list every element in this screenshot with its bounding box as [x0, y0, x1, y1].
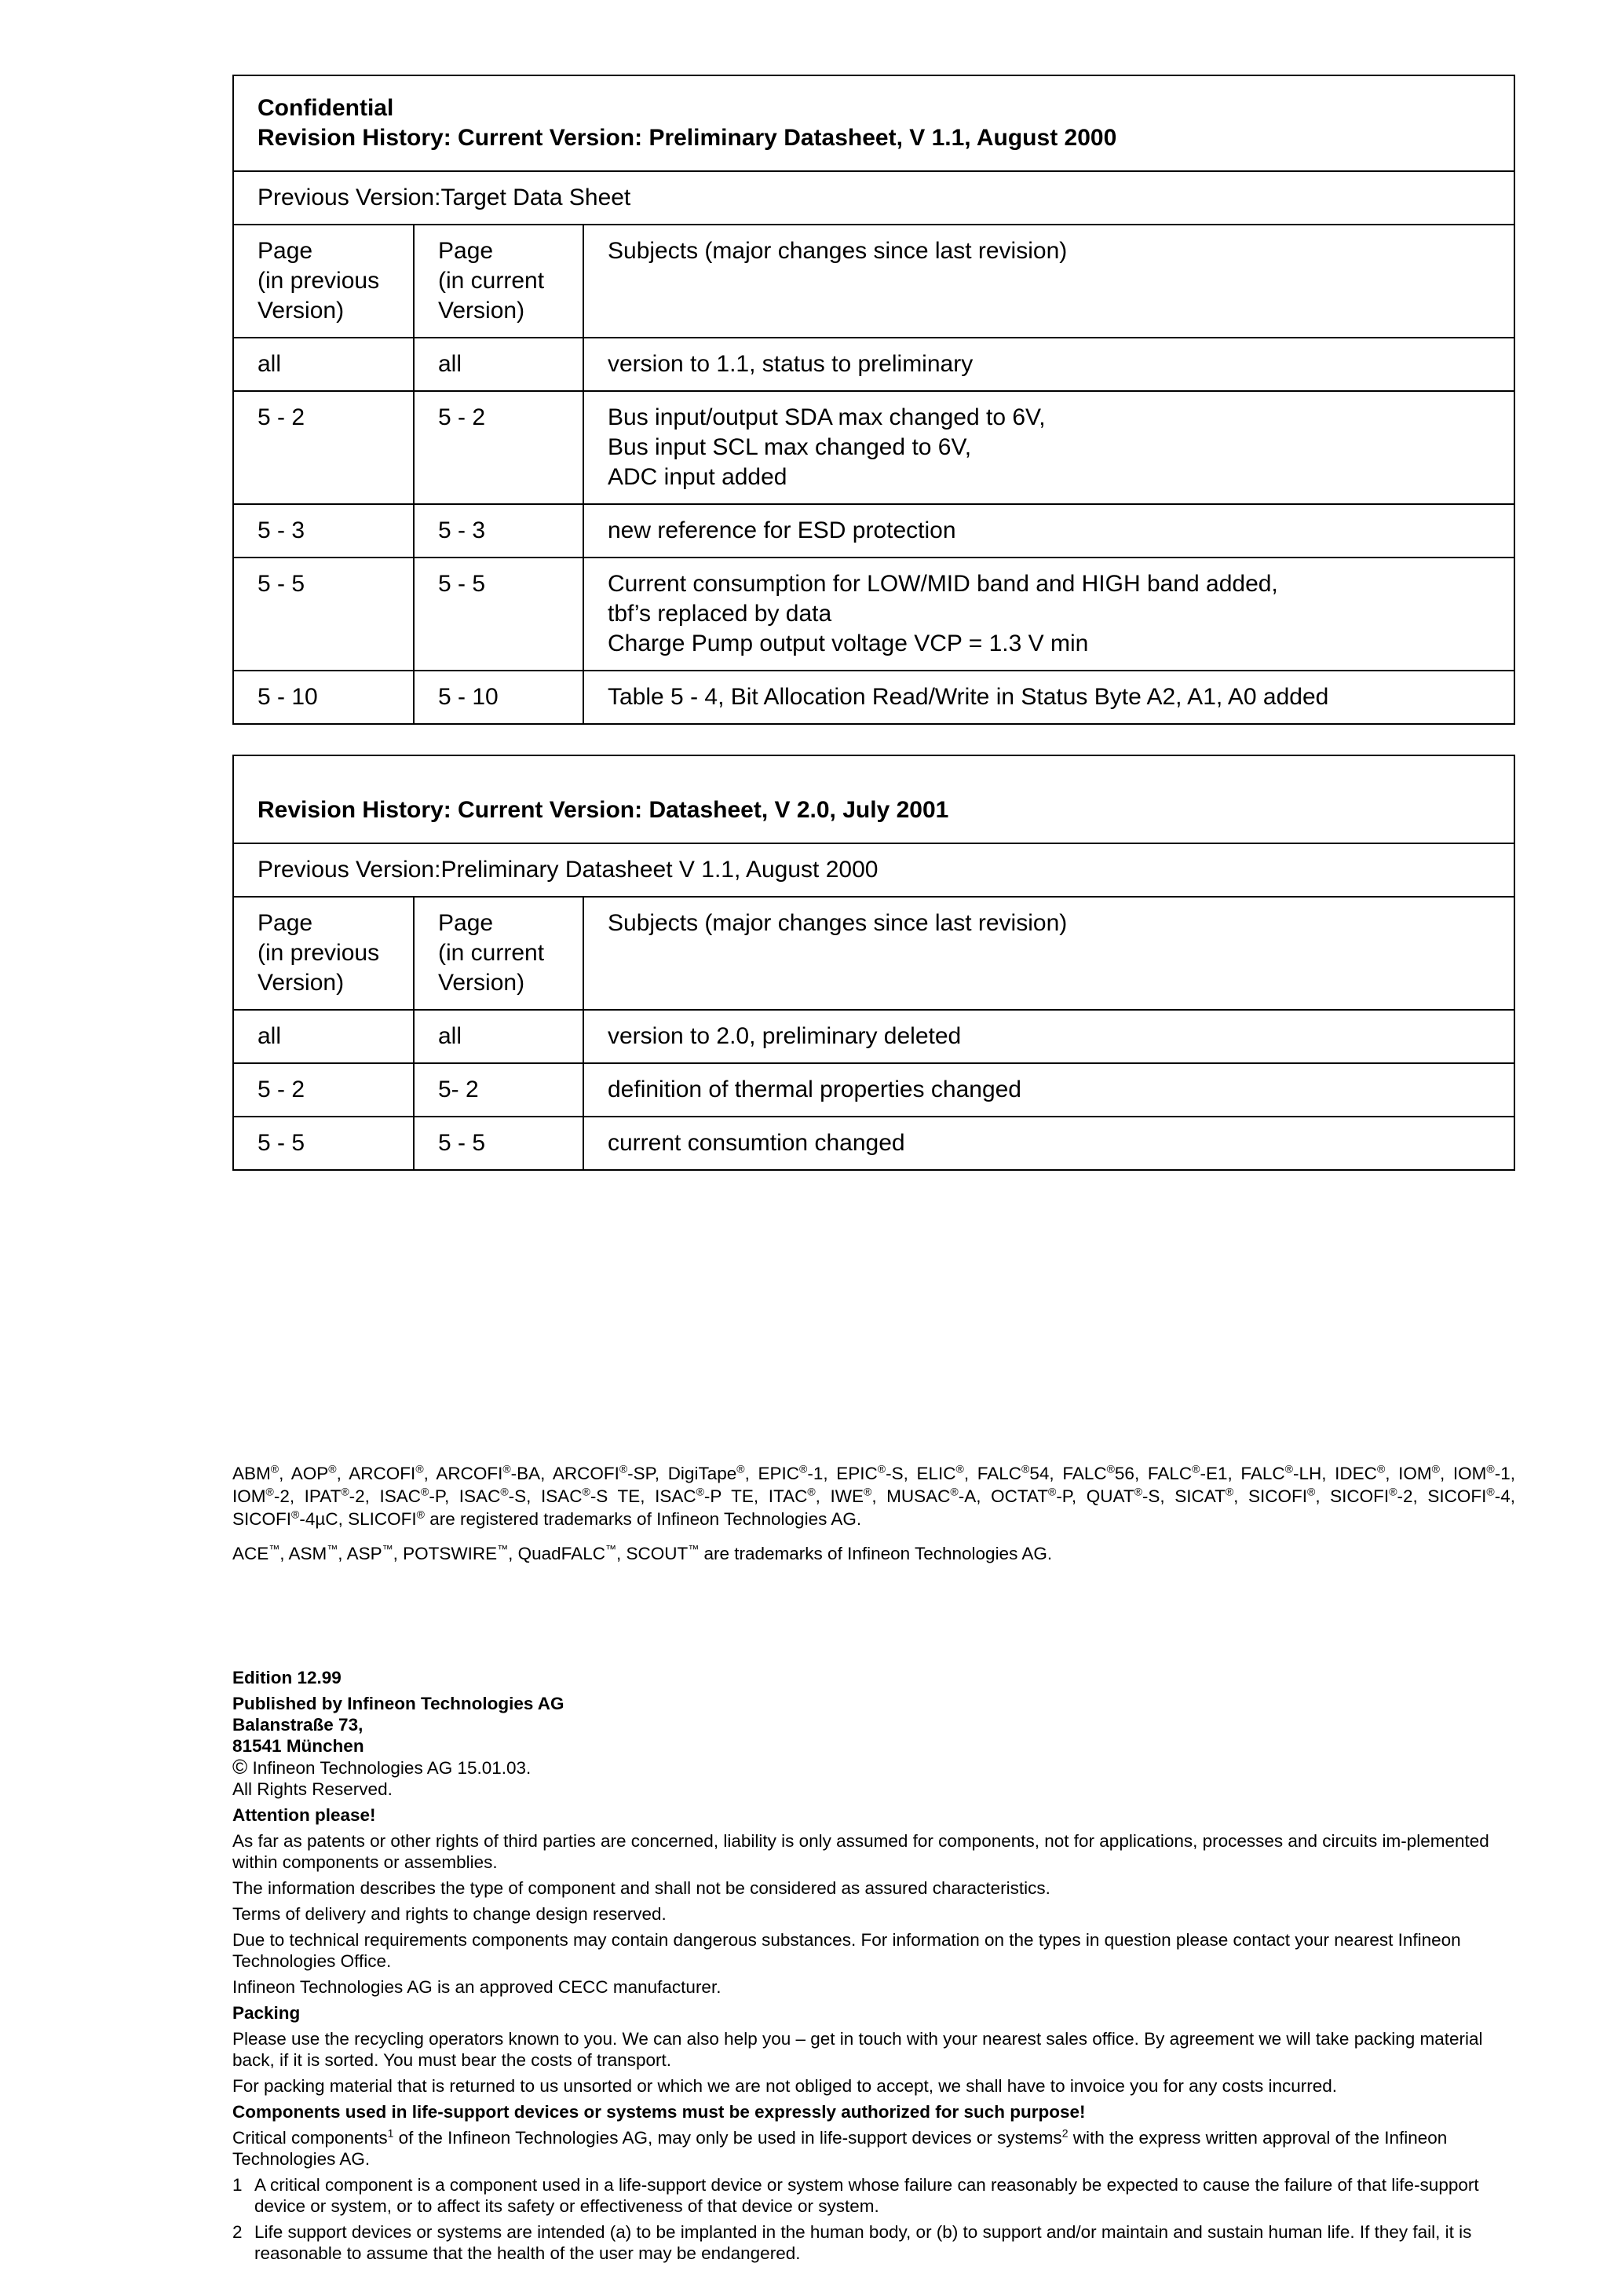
cell-previous-page: 5 - 2 [233, 391, 414, 504]
cell-previous-page: all [233, 338, 414, 391]
attention-paragraph: The information describes the type of component and shall not be considered as assured characteristics. [232, 1878, 1050, 1898]
table-row [233, 558, 1514, 671]
cell-subject: Bus input/output SDA max changed to 6V, Bus input SCL max changed to 6V, ADC input added [583, 391, 1514, 504]
cell-current-page: 5 - 5 [414, 1117, 583, 1170]
cell-current-page: 5 - 5 [414, 558, 583, 671]
cell-previous-page: 5 - 3 [233, 504, 414, 558]
cell-subject: Table 5 - 4, Bit Allocation Read/Write in Status Byte A2, A1, A0 added [583, 671, 1514, 724]
column-header-subjects: Subjects (major changes since last revision) [583, 897, 1514, 1010]
table-row [233, 391, 1514, 504]
cell-previous-page: 5 - 10 [233, 671, 414, 724]
packing-paragraph: Please use the recycling operators known to you. We can also help you – get in touch with your nearest sales office. By agreement we will take packing material back, if it is sorted. You must bear the costs of transport. [232, 2029, 1483, 2070]
life-support-paragraph: Critical components$^1$ of the Infineon Technologies AG, may only be used in life-support devices or systems$^2$ with the express written approval of the Infineon Technologies AG. [232, 2126, 1448, 2169]
table-row [233, 1063, 1514, 1117]
column-header-subjects: Subjects (major changes since last revision) [583, 225, 1514, 338]
cell-previous-page: 5 - 5 [233, 1117, 414, 1170]
publisher-street: Balanstraße 73, [232, 1715, 363, 1735]
attention-paragraph: Due to technical requirements components may contain dangerous substances. For information on the types in question please contact your nearest Infineon Technologies Office. [232, 1930, 1461, 1971]
imprint [232, 1667, 1515, 2264]
cell-current-page: 5 - 2 [414, 391, 583, 504]
rights-reserved: All Rights Reserved. [232, 1779, 393, 1799]
cell-current-page: 5 - 10 [414, 671, 583, 724]
life-support-heading: Components used in life-support devices or systems must be expressly authorized for such purpose! [232, 2102, 1086, 2122]
attention-paragraph: Terms of delivery and rights to change design reserved. [232, 1904, 667, 1924]
column-header-previous-page: Page (in previous Version) [233, 225, 414, 338]
copyright: © Infineon Technologies AG 15.01.03. [232, 1755, 532, 1779]
cell-previous-page: 5 - 2 [233, 1063, 414, 1117]
confidential-label: Confidential [258, 95, 394, 121]
table-title: Revision History: Current Version: Preliminary Datasheet, V 1.1, August 2000 [258, 125, 1117, 151]
table-title: Revision History: Current Version: Datasheet, V 2.0, July 2001 [233, 755, 1514, 843]
publisher-city: 81541 München [232, 1736, 364, 1756]
cell-current-page: all [414, 1010, 583, 1063]
cell-subject: version to 2.0, preliminary deleted [583, 1010, 1514, 1063]
packing-heading: Packing [232, 2003, 301, 2023]
registered-trademarks-notice: ABM®, AOP®, ARCOFI®, ARCOFI®-BA, ARCOFI®-SP, DigiTape®, EPIC®-1, EPIC®-S, ELIC®, FALC®54, FALC®56, FALC®-E1, FALC®-LH, IDEC®, IOM®, IOM®-1, IOM®-2, IPAT®-2, ISAC®-P, ISAC®-S, ISAC®-S TE, ISAC®-P TE, ITAC®, IWE®, MUSAC®-A, OCTAT®-P, QUAT®-S, SICAT®, SICOFI®, SICOFI®-2, SICOFI®-4, SICOFI®-4µC, SLICOFI® are registered trademarks of Infineon Technologies AG. [232, 1462, 1515, 1529]
trademarks-notice: ACE™, ASM™, ASP™, POTSWIRE™, QuadFALC™, SCOUT™ are trademarks of Infineon Technologies AG. [232, 1542, 1053, 1563]
revision-history-table-v2-0 [232, 755, 1515, 1171]
cell-subject: Current consumption for LOW/MID band and HIGH band added, tbf’s replaced by data Charge Pump output voltage VCP = 1.3 V min [583, 558, 1514, 671]
cell-previous-page: 5 - 5 [233, 558, 414, 671]
cell-previous-page: all [233, 1010, 414, 1063]
copyright-icon: © [232, 1755, 248, 1779]
table-row [233, 671, 1514, 724]
cell-current-page: 5 - 3 [414, 504, 583, 558]
cell-current-page: all [414, 338, 583, 391]
table-row [233, 338, 1514, 391]
publisher: Published by Infineon Technologies AG [232, 1694, 564, 1713]
footnote-1: 1 A critical component is a component used in a life-support device or system whose failure can reasonably be expected to cause the failure of that life-support device or system, or to affect its safety or effectiveness of that device or system. [232, 2175, 1479, 2216]
cell-subject: version to 1.1, status to preliminary [583, 338, 1514, 391]
revision-history-table-v1-1 [232, 75, 1515, 725]
cell-subject: definition of thermal properties changed [583, 1063, 1514, 1117]
column-header-previous-page: Page (in previous Version) [233, 897, 414, 1010]
attention-heading: Attention please! [232, 1805, 376, 1825]
packing-paragraph: For packing material that is returned to us unsorted or which we are not obliged to accept, we shall have to invoice you for any costs incurred. [232, 2076, 1337, 2096]
table-row [233, 504, 1514, 558]
previous-version: Previous Version:Target Data Sheet [233, 171, 1514, 225]
edition: Edition 12.99 [232, 1668, 342, 1687]
attention-paragraph: As far as patents or other rights of third parties are concerned, liability is only assumed for components, not for applications, processes and circuits im-plemented within components or assemblies. [232, 1831, 1489, 1872]
cell-subject: new reference for ESD protection [583, 504, 1514, 558]
previous-version: Previous Version:Preliminary Datasheet V 1.1, August 2000 [233, 843, 1514, 897]
attention-paragraph: Infineon Technologies AG is an approved CECC manufacturer. [232, 1977, 721, 1997]
table-header [233, 75, 1514, 171]
footnote-2: 2 Life support devices or systems are intended (a) to be implanted in the human body, or (b) to support and/or maintain and sustain human life. If they fail, it is reasonable to assume that the health of the user may be endangered. [232, 2222, 1472, 2263]
cell-subject: current consumtion changed [583, 1117, 1514, 1170]
column-header-current-page: Page (in current Version) [414, 225, 583, 338]
table-row [233, 1010, 1514, 1063]
column-header-current-page: Page (in current Version) [414, 897, 583, 1010]
table-row [233, 1117, 1514, 1170]
cell-current-page: 5- 2 [414, 1063, 583, 1117]
